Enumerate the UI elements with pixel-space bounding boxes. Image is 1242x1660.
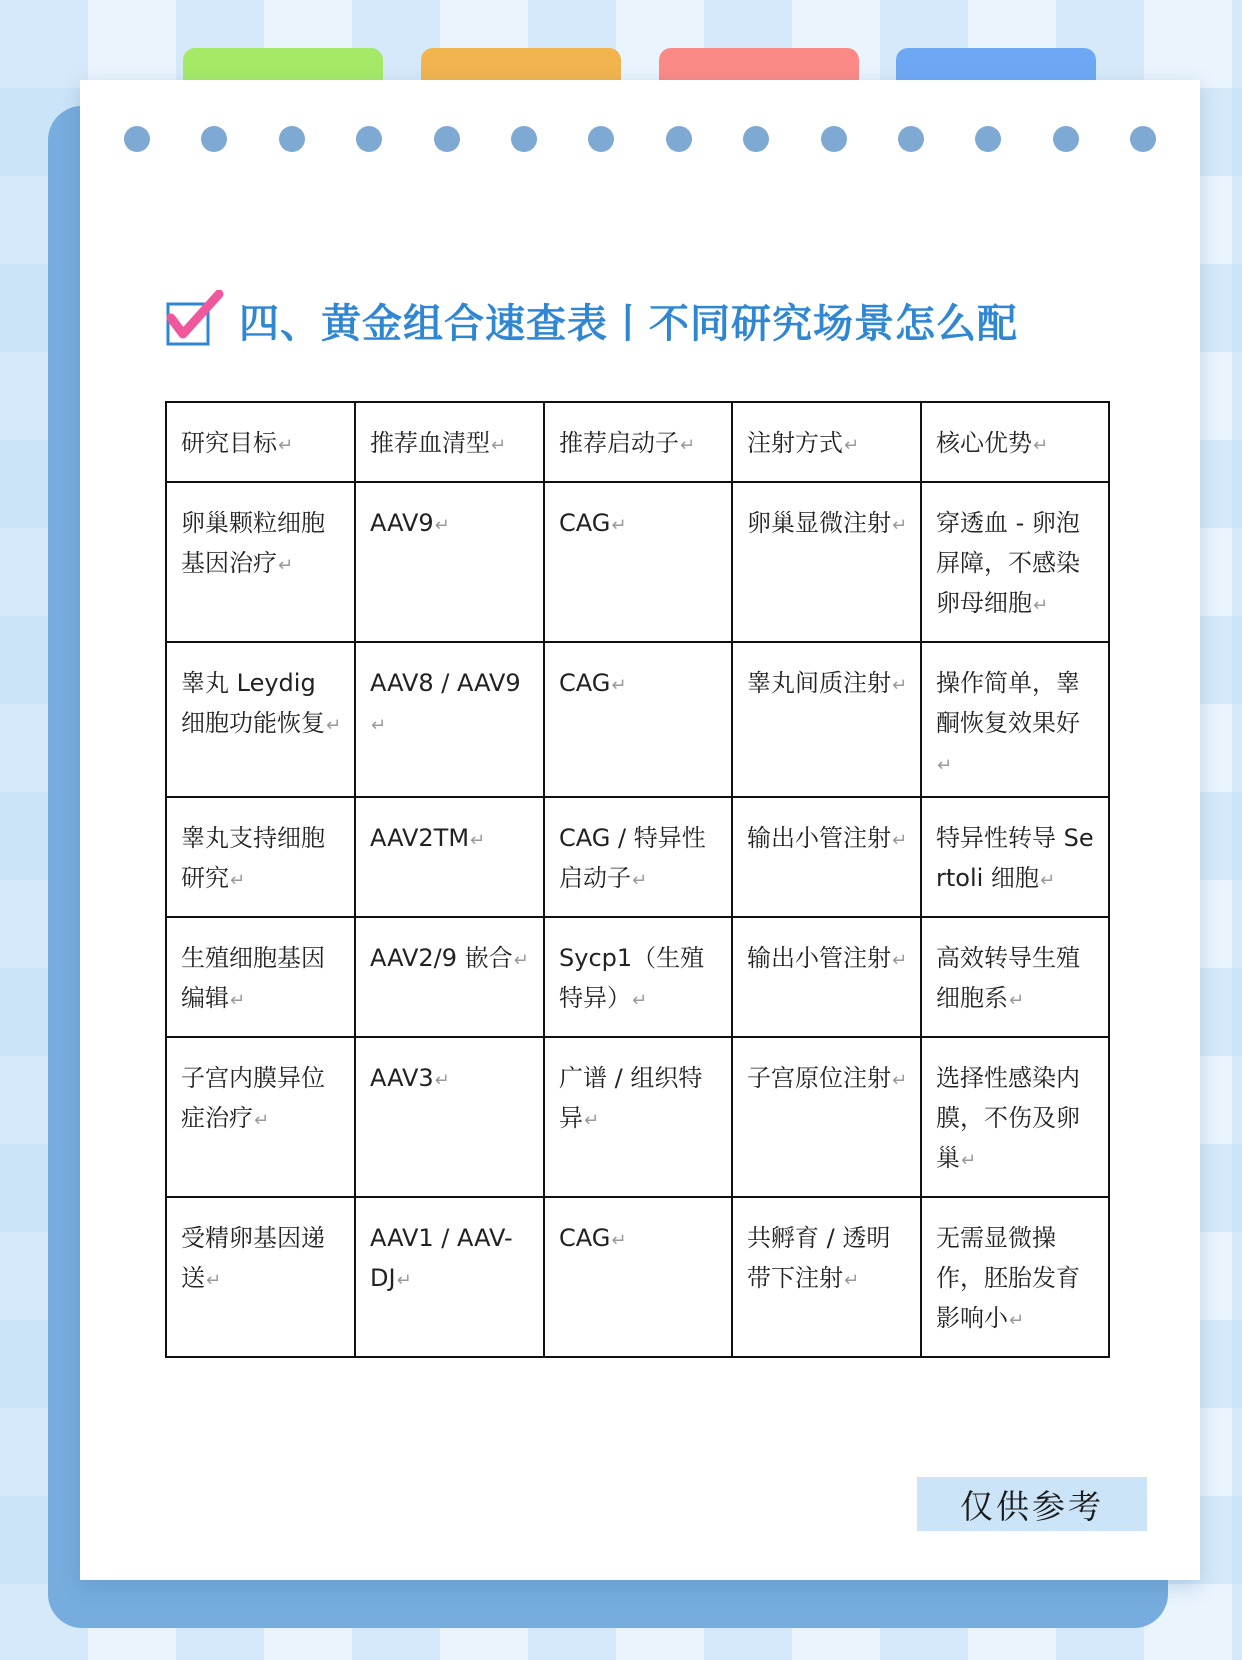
paragraph-mark-icon: ↵: [254, 1110, 270, 1131]
cell-text: AAV9: [370, 509, 434, 537]
paragraph-mark-icon: ↵: [844, 1270, 860, 1291]
cell-text: 输出小管注射: [747, 944, 891, 972]
cell-text: 推荐启动子: [559, 429, 679, 457]
binder-hole: [588, 126, 614, 152]
paragraph-mark-icon: ↵: [470, 830, 486, 851]
paragraph-mark-icon: ↵: [326, 715, 342, 736]
binder-hole: [201, 126, 227, 152]
paragraph-mark-icon: ↵: [844, 435, 860, 456]
table-cell: [921, 642, 1109, 797]
cell-text: 生殖细胞基因编辑: [181, 944, 325, 1012]
table-cell: [544, 1197, 732, 1357]
header-cell: [921, 402, 1109, 482]
paragraph-mark-icon: ↵: [434, 515, 450, 536]
combination-table: [165, 401, 1110, 1358]
cell-text: AAV3: [370, 1064, 434, 1092]
paragraph-mark-icon: ↵: [434, 1070, 450, 1091]
cell-text: AAV1 / AAV-DJ: [370, 1224, 513, 1292]
cell-text: AAV2TM: [370, 824, 470, 852]
paragraph-mark-icon: ↵: [1009, 1310, 1025, 1331]
cell-text: CAG: [559, 669, 611, 697]
table-cell: [732, 917, 921, 1037]
paragraph-mark-icon: ↵: [1009, 990, 1025, 1011]
table-cell: [355, 1037, 544, 1197]
table-header-row: [166, 402, 1109, 482]
paragraph-mark-icon: ↵: [1033, 595, 1049, 616]
table-row: [166, 1197, 1109, 1357]
table-cell: [355, 642, 544, 797]
header-cell: [732, 402, 921, 482]
table-row: [166, 1037, 1109, 1197]
table-cell: [544, 1037, 732, 1197]
paragraph-mark-icon: ↵: [278, 555, 294, 576]
paragraph-mark-icon: ↵: [961, 1150, 977, 1171]
cell-text: 睾丸 Leydig 细胞功能恢复: [181, 669, 325, 737]
table-cell: [166, 917, 355, 1037]
table-cell: [166, 1197, 355, 1357]
paragraph-mark-icon: ↵: [892, 830, 908, 851]
cell-text: 子宫原位注射: [747, 1064, 891, 1092]
table-cell: [921, 797, 1109, 917]
table-cell: [921, 917, 1109, 1037]
paragraph-mark-icon: ↵: [611, 515, 627, 536]
paragraph-mark-icon: ↵: [632, 870, 648, 891]
cell-text: AAV2/9 嵌合: [370, 944, 513, 972]
header-cell: [544, 402, 732, 482]
paragraph-mark-icon: ↵: [892, 950, 908, 971]
cell-text: CAG: [559, 509, 611, 537]
paragraph-mark-icon: ↵: [206, 1270, 222, 1291]
cell-text: 高效转导生殖细胞系: [936, 944, 1080, 1012]
binder-hole: [511, 126, 537, 152]
table-cell: [921, 1037, 1109, 1197]
checkbox-checked-icon: [165, 290, 225, 350]
table-cell: [544, 917, 732, 1037]
table-cell: [921, 1197, 1109, 1357]
paragraph-mark-icon: ↵: [892, 515, 908, 536]
table-cell: [921, 482, 1109, 642]
table-cell: [355, 797, 544, 917]
cell-text: 研究目标: [181, 429, 277, 457]
reference-only-label: 仅供参考: [917, 1477, 1147, 1531]
table-cell: [166, 1037, 355, 1197]
table-cell: [732, 1197, 921, 1357]
table-row: [166, 797, 1109, 917]
table-cell: [355, 917, 544, 1037]
cell-text: 受精卵基因递送: [181, 1224, 325, 1292]
paragraph-mark-icon: ↵: [937, 755, 953, 776]
table-cell: [355, 482, 544, 642]
paragraph-mark-icon: ↵: [632, 990, 648, 1011]
cell-text: 选择性感染内膜，不伤及卵巢: [936, 1064, 1080, 1172]
cell-text: 推荐血清型: [370, 429, 490, 457]
binder-hole: [975, 126, 1001, 152]
table-row: [166, 482, 1109, 642]
binder-hole: [124, 126, 150, 152]
cell-text: 卵巢显微注射: [747, 509, 891, 537]
cell-text: 睾丸间质注射: [747, 669, 891, 697]
binder-hole: [743, 126, 769, 152]
paragraph-mark-icon: ↵: [230, 870, 246, 891]
cell-text: CAG: [559, 1224, 611, 1252]
cell-text: 睾丸支持细胞研究: [181, 824, 325, 892]
table-cell: [732, 1037, 921, 1197]
binder-hole: [279, 126, 305, 152]
table-cell: [166, 797, 355, 917]
cell-text: Sycp1（生殖特异）: [559, 944, 705, 1012]
paragraph-mark-icon: ↵: [230, 990, 246, 1011]
binder-hole: [356, 126, 382, 152]
binder-hole: [1130, 126, 1156, 152]
paragraph-mark-icon: ↵: [371, 715, 387, 736]
binder-hole: [821, 126, 847, 152]
paragraph-mark-icon: ↵: [513, 950, 529, 971]
header-cell: [355, 402, 544, 482]
cell-text: AAV8 / AAV9: [370, 669, 521, 697]
paragraph-mark-icon: ↵: [892, 675, 908, 696]
cell-text: 穿透血 - 卵泡屏障，不感染卵母细胞: [936, 509, 1080, 617]
cell-text: 无需显微操作，胚胎发育影响小: [936, 1224, 1080, 1332]
table-cell: [166, 642, 355, 797]
paragraph-mark-icon: ↵: [1033, 435, 1049, 456]
cell-text: 输出小管注射: [747, 824, 891, 852]
cell-text: 共孵育 / 透明带下注射: [747, 1224, 891, 1292]
cell-text: 子宫内膜异位症治疗: [181, 1064, 325, 1132]
cell-text: 核心优势: [936, 429, 1032, 457]
table-cell: [544, 797, 732, 917]
table-row: [166, 642, 1109, 797]
paragraph-mark-icon: ↵: [491, 435, 507, 456]
table-cell: [166, 482, 355, 642]
table-cell: [732, 642, 921, 797]
paragraph-mark-icon: ↵: [1039, 870, 1056, 891]
cell-text: 操作简单，睾酮恢复效果好: [936, 669, 1080, 737]
cell-text: 特异性转导 Sertoli 细胞: [936, 824, 1094, 892]
page-title: 四、黄金组合速查表丨不同研究场景怎么配: [239, 300, 1018, 347]
paragraph-mark-icon: ↵: [892, 1070, 908, 1091]
paragraph-mark-icon: ↵: [680, 435, 696, 456]
cell-text: 注射方式: [747, 429, 843, 457]
cell-text: CAG / 特异性启动子: [559, 824, 706, 892]
binder-hole: [434, 126, 460, 152]
table-cell: [355, 1197, 544, 1357]
binder-hole: [1053, 126, 1079, 152]
table-cell: [732, 482, 921, 642]
header-cell: [166, 402, 355, 482]
paragraph-mark-icon: ↵: [611, 675, 627, 696]
binder-hole: [898, 126, 924, 152]
cell-text: 广谱 / 组织特异: [559, 1064, 703, 1132]
table-cell: [732, 797, 921, 917]
paragraph-mark-icon: ↵: [278, 435, 294, 456]
section-heading: [165, 290, 1018, 350]
cell-text: 卵巢颗粒细胞基因治疗: [181, 509, 325, 577]
paragraph-mark-icon: ↵: [584, 1110, 600, 1131]
binder-holes: [0, 126, 1242, 154]
paragraph-mark-icon: ↵: [611, 1230, 627, 1251]
binder-hole: [666, 126, 692, 152]
table-row: [166, 917, 1109, 1037]
table-cell: [544, 642, 732, 797]
table-cell: [544, 482, 732, 642]
paragraph-mark-icon: ↵: [396, 1270, 412, 1291]
